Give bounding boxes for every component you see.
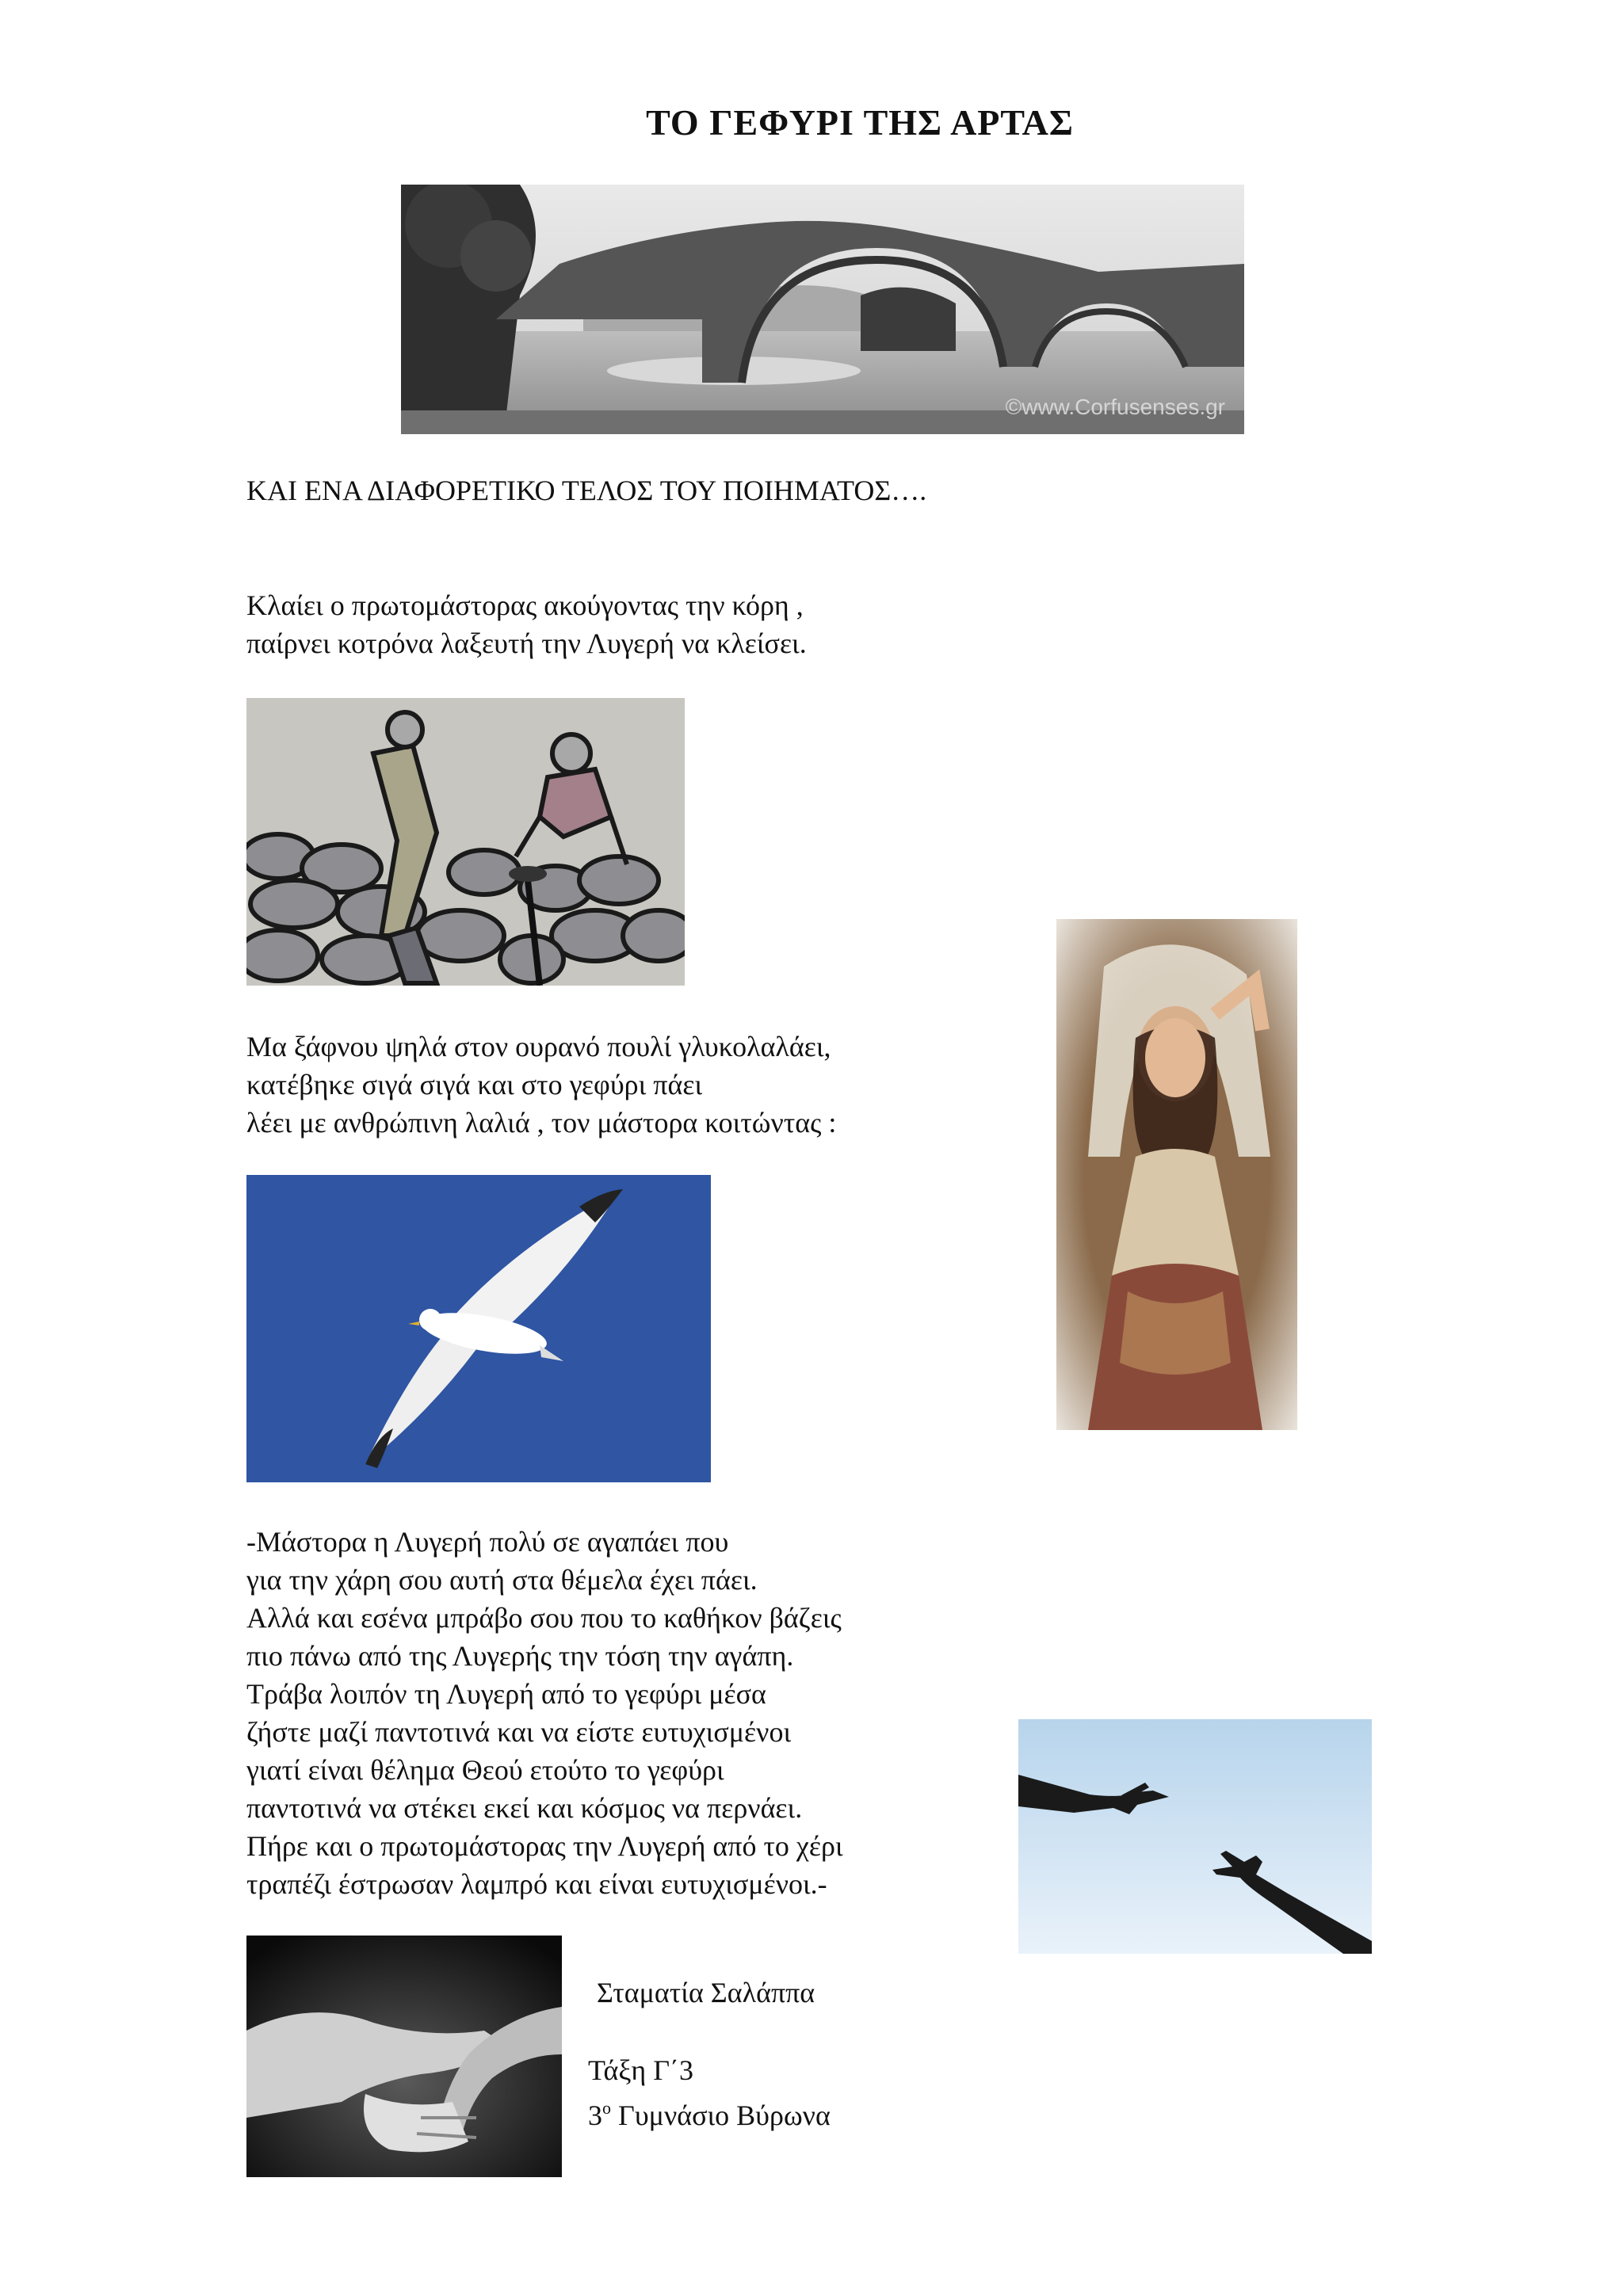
stanza-3-line-1: -Μάστορα η Λυγερή πολύ σε αγαπάει που xyxy=(246,1526,729,1558)
stanza-1-line-2: παίρνει κοτρόνα λαξευτή την Λυγερή να κλείσει. xyxy=(246,627,807,659)
stanza-1 xyxy=(246,586,807,662)
holding-hands-photo xyxy=(246,1936,562,2177)
ordinal-superscript: ο xyxy=(602,2098,611,2118)
school-name: Γυμνάσιο Βύρωνα xyxy=(611,2100,831,2131)
stanza-1-line-1: Κλαίει ο πρωτομάστορας ακούγοντας την κόρη , xyxy=(246,589,804,621)
stanza-3 xyxy=(246,1523,843,1903)
stanza-3-line-2: για την χάρη σου αυτή στα θέμελα έχει πάει. xyxy=(246,1564,758,1596)
stanza-2-line-3: λέει με ανθρώπινη λαλιά , τον μάστορα κοιτώντας : xyxy=(246,1107,837,1138)
reaching-hands-photo xyxy=(1018,1719,1372,1954)
stanza-3-line-10: τραπέζι έστρωσαν λαμπρό και είναι ευτυχισμένοι.- xyxy=(246,1868,827,1900)
author-school xyxy=(588,2088,831,2135)
page-title: ΤΟ ΓΕΦΥΡΙ ΤΗΣ ΑΡΤΑΣ xyxy=(646,102,1074,143)
stanza-3-line-5: Τράβα λοιπόν τη Λυγερή από το γεφύρι μέσα xyxy=(246,1678,766,1710)
stanza-2-line-1: Μα ξάφνου ψηλά στον ουρανό πουλί γλυκολαλάει, xyxy=(246,1031,831,1062)
author-name: Σταματία Σαλάππα xyxy=(597,1977,815,2008)
school-number: 3 xyxy=(588,2100,602,2131)
bridge-photo xyxy=(401,185,1244,434)
masons-painting xyxy=(246,698,685,986)
stanza-3-line-9: Πήρε και ο πρωτομάστορας την Λυγερή από το χέρι xyxy=(246,1830,843,1862)
lygeri-painting xyxy=(1056,919,1297,1430)
stanza-2-line-2: κατέβηκε σιγά σιγά και στο γεφύρι πάει xyxy=(246,1069,703,1100)
stanza-2 xyxy=(246,1028,836,1142)
subtitle: ΚΑΙ ΕΝΑ ΔΙΑΦΟΡΕΤΙΚΟ ΤΕΛΟΣ ΤΟΥ ΠΟΙΗΜΑΤΟΣ…. xyxy=(246,475,927,506)
stanza-3-line-6: ζήστε μαζί παντοτινά και να είστε ευτυχισμένοι xyxy=(246,1716,792,1748)
seagull-photo xyxy=(246,1175,711,1482)
stanza-3-line-3: Αλλά και εσένα μπράβο σου που το καθήκον βάζεις xyxy=(246,1602,842,1634)
stanza-3-line-7: γιατί είναι θέλημα Θεού ετούτο το γεφύρι xyxy=(246,1754,724,1786)
stanza-3-line-8: παντοτινά να στέκει εκεί και κόσμος να περνάει. xyxy=(246,1792,803,1824)
photo-watermark: ©www.Corfusenses.gr xyxy=(1005,395,1225,419)
stanza-3-line-4: πιο πάνω από της Λυγερής την τόση την αγάπη. xyxy=(246,1640,794,1672)
author-class: Τάξη Γ΄3 xyxy=(588,2054,694,2086)
